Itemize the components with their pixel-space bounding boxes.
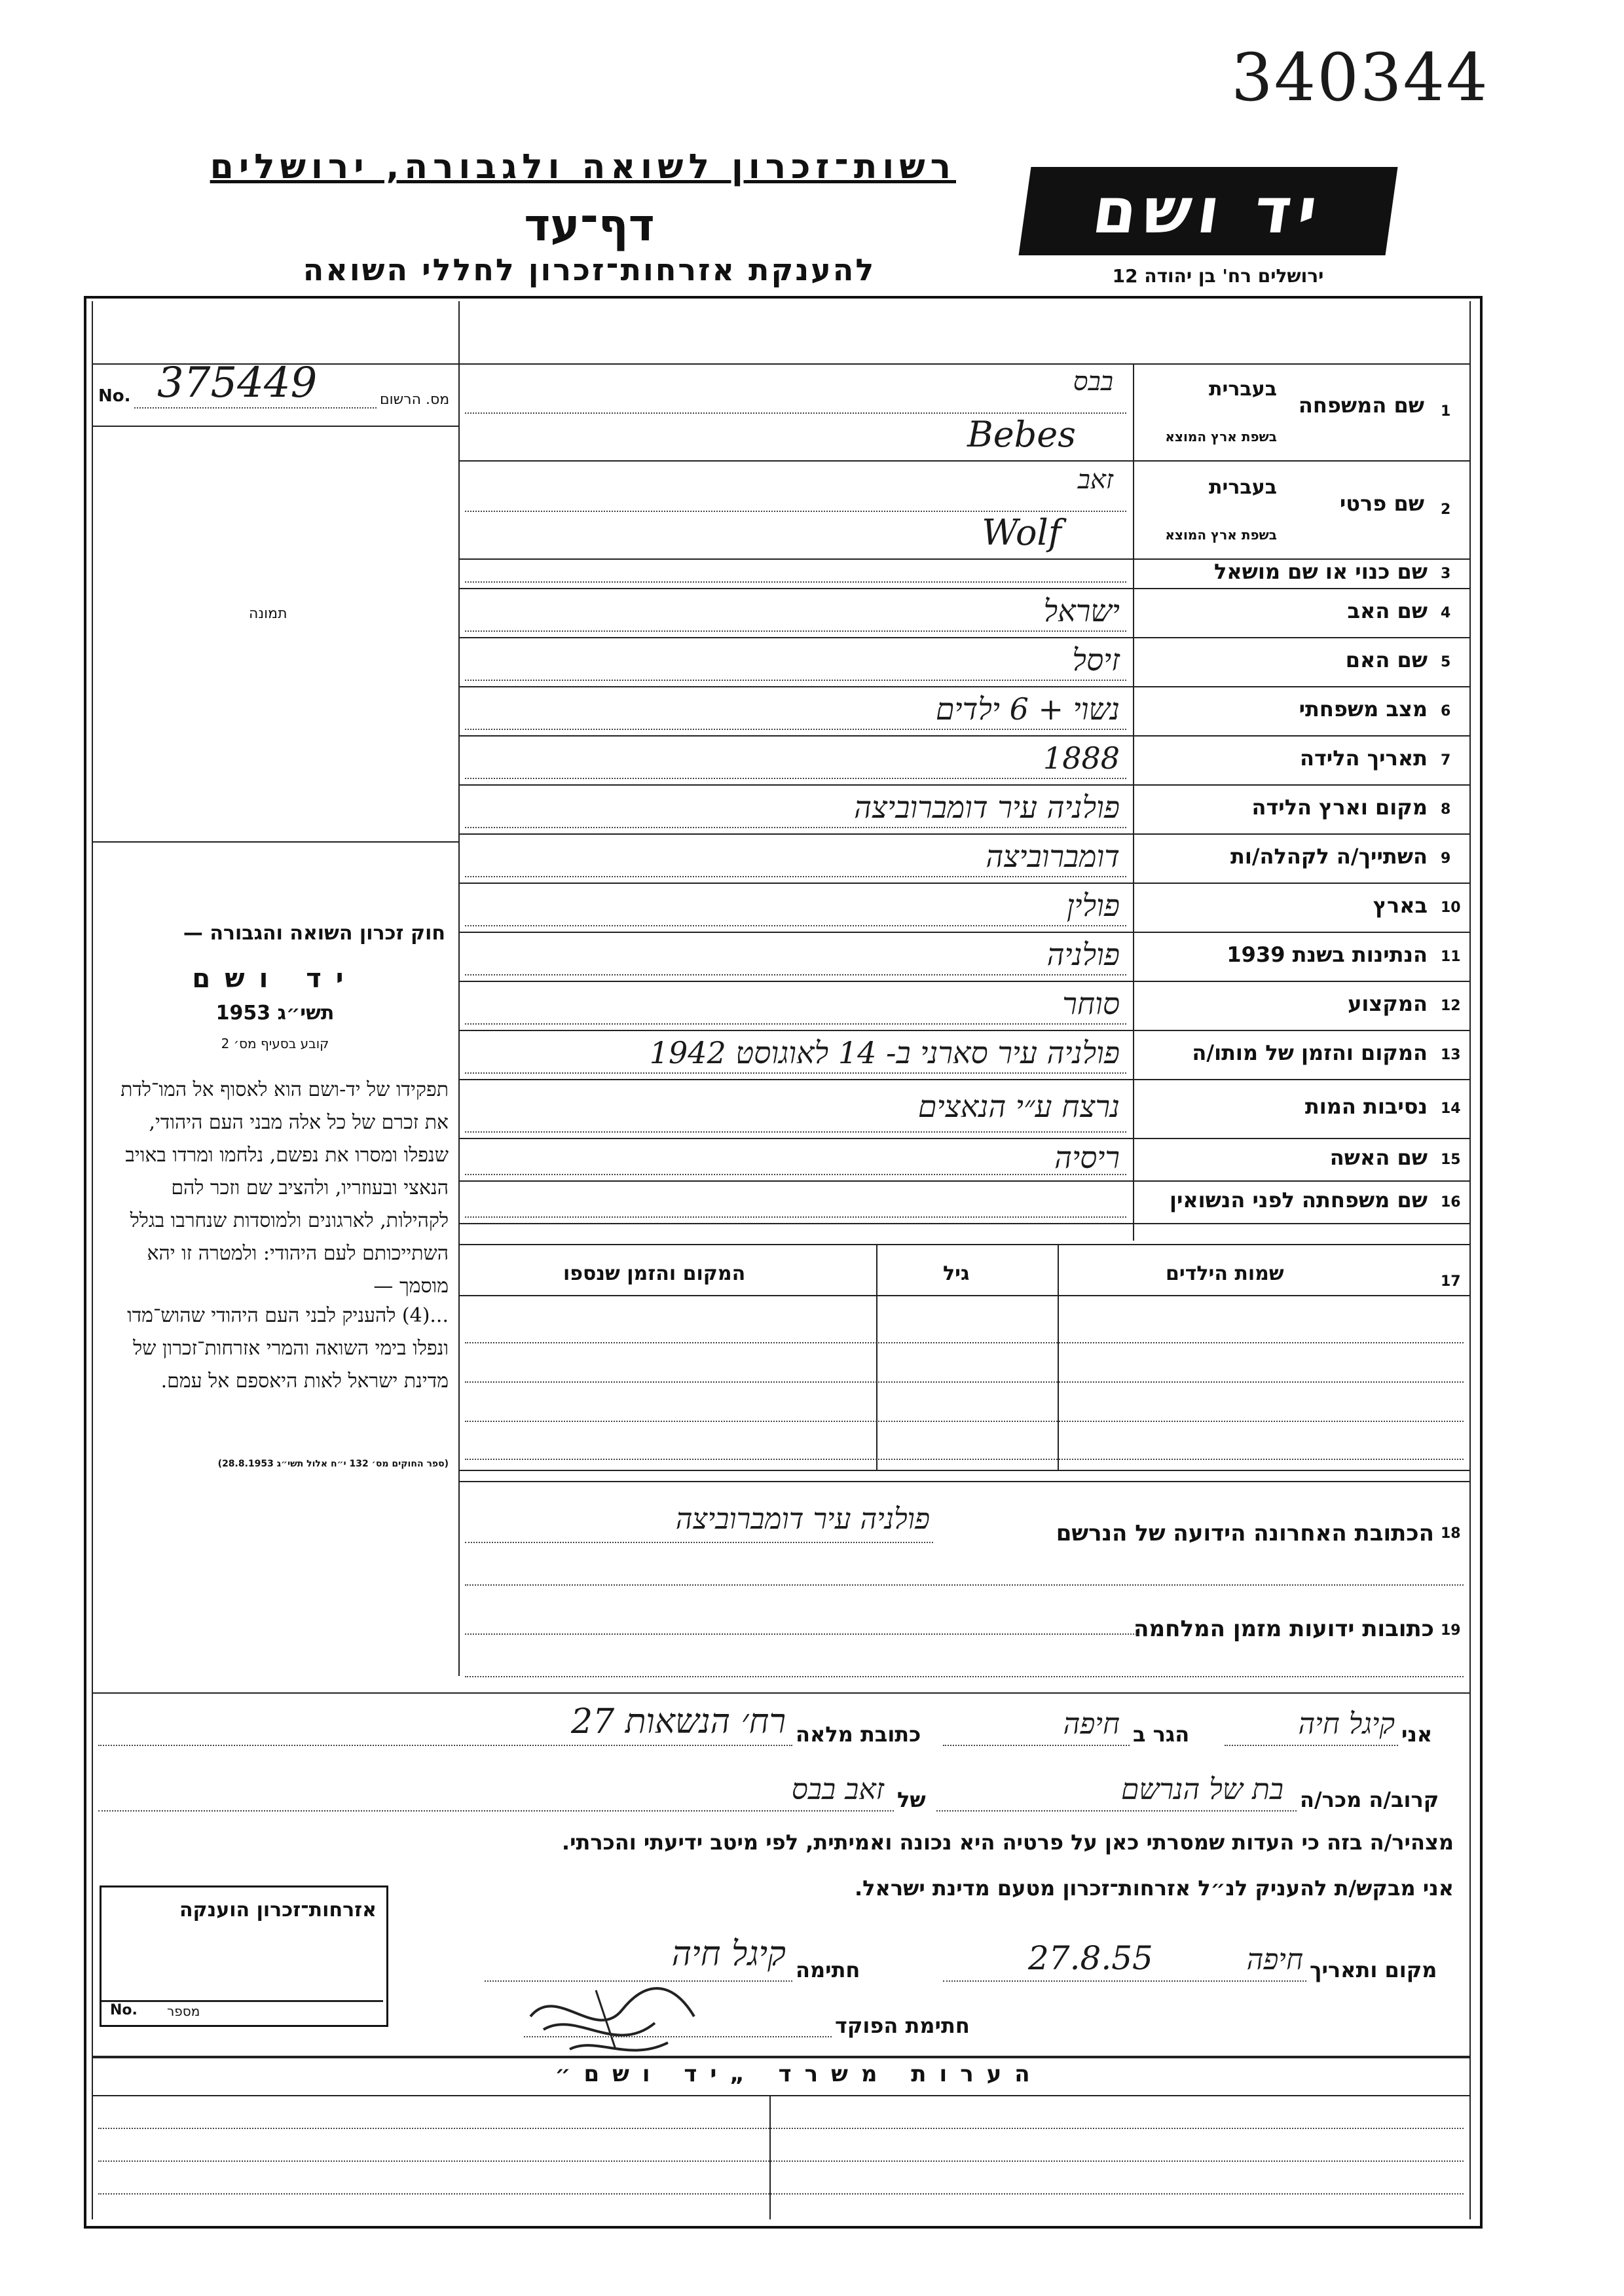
field-row-1 bbox=[458, 363, 1469, 462]
field-num: 15 bbox=[1441, 1151, 1461, 1168]
field-num: 5 bbox=[1441, 653, 1451, 670]
last-address-num: 18 bbox=[1441, 1525, 1461, 1542]
field-row-3 bbox=[458, 560, 1469, 589]
field-value-hebrew: בבס bbox=[1073, 367, 1113, 397]
field-value: נשוי + 6 ילדים bbox=[935, 691, 1120, 727]
decl-resides: הגר ב bbox=[1133, 1722, 1190, 1747]
logo-address: ירושלים רח' בן יהודה 12 bbox=[1112, 265, 1324, 287]
field-value-origin: Bebes bbox=[967, 414, 1076, 455]
decl-place-date: מקום ותאריך bbox=[1310, 1958, 1437, 1982]
field-value: סוחר bbox=[1062, 985, 1120, 1021]
field-num: 12 bbox=[1441, 997, 1461, 1014]
field-num: 16 bbox=[1441, 1194, 1461, 1211]
field-label: שם משפחתה לפני הנשואין bbox=[1169, 1187, 1428, 1212]
law-paragraph: תפקידו של יד-ושם הוא לאסוף אל המו־לדת את זכרם של כל אלה מבני העם היהודי, שנפלו ומסרו את נפשם, נלחמו ומרדו באויב הנאצי ובעוזריו, ולהציב שם וזכר להם לקהילות, לארגונים ולמוסדות שנחרבו בגלל השתייכותם לעם היהודי: ולמטרה זו יהא מוסמך — bbox=[120, 1078, 449, 1298]
field-value: פולניה עיר סארני ב- 14 לאוגוסט 1942 bbox=[649, 1034, 1120, 1070]
field-label: שם המשפחה bbox=[1298, 393, 1424, 418]
field-label: נסיבות המות bbox=[1304, 1094, 1428, 1119]
field-label: שם האשה bbox=[1329, 1144, 1428, 1170]
field-value: זיסל bbox=[1072, 642, 1120, 678]
field-row-4 bbox=[458, 589, 1469, 638]
field-value: ישראל bbox=[1043, 592, 1120, 629]
field-row-14 bbox=[458, 1080, 1469, 1139]
field-value: נרצח ע״י הנאצים bbox=[917, 1089, 1120, 1124]
place-date-date: 27.8.55 bbox=[1028, 1939, 1153, 1977]
field-num: 13 bbox=[1441, 1046, 1461, 1063]
field-label: המקום והזמן של מותו/ה bbox=[1192, 1040, 1428, 1065]
field-row-8 bbox=[458, 786, 1469, 835]
logo-text: יד ושם bbox=[1088, 174, 1329, 247]
field-label: הנתינות בשנת 1939 bbox=[1227, 941, 1428, 967]
field-row-15 bbox=[458, 1139, 1469, 1182]
stamp-number: 340344 bbox=[1231, 39, 1489, 116]
law-name: יד ושם bbox=[192, 964, 358, 994]
photo-label: תמונה bbox=[249, 606, 287, 622]
declarant-street: רח׳ הנשאות 27 bbox=[571, 1702, 786, 1741]
notes-column-divider bbox=[769, 2095, 771, 2219]
field-row-12 bbox=[458, 982, 1469, 1031]
declarant-relation: בת של הנרשם bbox=[1120, 1773, 1283, 1806]
decl-full-address: כתובת מלאה bbox=[796, 1722, 921, 1747]
field-value-origin: Wolf bbox=[982, 512, 1061, 553]
field-row-9 bbox=[458, 835, 1469, 884]
org-line: רשות־זכרון לשואה ולגבורה, ירושלים bbox=[210, 147, 956, 187]
field-num: 7 bbox=[1441, 752, 1451, 769]
field-label: מצב משפחתי bbox=[1299, 696, 1428, 721]
field-value: ריסיה bbox=[1054, 1139, 1120, 1175]
field-sub-hebrew: בעברית bbox=[1209, 378, 1277, 401]
officer-signature-scribble bbox=[517, 1971, 707, 2062]
field-label: שם האם bbox=[1345, 647, 1428, 672]
last-address-value: פולניה עיר דומברוביצה bbox=[675, 1503, 930, 1536]
field-row-10 bbox=[458, 884, 1469, 933]
field-label: שם פרטי bbox=[1339, 491, 1424, 516]
law-paragraph-2: ...(4) להעניק לבני העם היהודי שהוש־מדו ונפלו בימי השואה והמרי אזרחות־זכרון של מדינת ישראל לאות היאספם אל עמם. bbox=[127, 1304, 449, 1393]
form-title: דף־עד bbox=[524, 200, 655, 251]
children-col-place: המקום והזמן שנספו bbox=[563, 1262, 746, 1285]
declarant-name: קיגל חיה bbox=[1298, 1707, 1395, 1741]
registration-number: 375449 bbox=[157, 359, 318, 407]
field-row-11 bbox=[458, 933, 1469, 982]
children-col-names: שמות הילדים bbox=[1166, 1262, 1284, 1285]
decl-statement: מצהיר/ה בזה כי העדות שמסרתי כאן על פרטיה היא נכונה ואמיתית, לפי מיטב ידיעתי והכרתי. bbox=[561, 1830, 1454, 1855]
registration-label: מס. הרשום bbox=[380, 392, 450, 408]
field-label: בארץ bbox=[1373, 892, 1428, 918]
field-num: 2 bbox=[1441, 501, 1451, 518]
field-label: מקום וארץ הלידה bbox=[1251, 794, 1428, 820]
field-label: השתייך/ה לקהלה/ות bbox=[1230, 843, 1428, 869]
wartime-num: 19 bbox=[1441, 1622, 1461, 1639]
field-row-5 bbox=[458, 638, 1469, 687]
notes-title: הערות משרד „יד ושם״ bbox=[555, 2061, 1043, 2087]
yad-vashem-logo bbox=[1019, 167, 1398, 255]
last-address-label: הכתובת האחרונה הידועה של הנרשם bbox=[1056, 1520, 1434, 1546]
decl-ani: אני bbox=[1401, 1722, 1433, 1747]
field-num: 14 bbox=[1441, 1101, 1461, 1117]
field-num: 8 bbox=[1441, 801, 1451, 818]
field-num: 4 bbox=[1441, 604, 1451, 621]
law-year: תשי״ג 1953 bbox=[215, 1002, 335, 1025]
field-value: 1888 bbox=[1043, 740, 1120, 776]
field-sub-origin: בשפת ארץ המוצא bbox=[1165, 429, 1277, 445]
decl-request: אני מבקש/ת להעניק לנ״ל אזרחות־זכרון מטעם מדינת ישראל. bbox=[855, 1876, 1454, 1901]
decl-signature-label: חתימה bbox=[796, 1958, 860, 1982]
law-clause: קובע בסעיף מס׳ 2 bbox=[221, 1036, 329, 1051]
declarant-city: חיפה bbox=[1063, 1707, 1120, 1741]
decl-relative: קרוב/ה מכר/ה bbox=[1300, 1787, 1439, 1812]
declarant-signature: קיגל חיה bbox=[671, 1935, 786, 1974]
field-label: המקצוע bbox=[1348, 991, 1428, 1016]
registration-label-en: No. bbox=[98, 386, 131, 406]
field-value: פולניה עיר דומברוביצה bbox=[854, 789, 1120, 825]
field-num: 3 bbox=[1441, 565, 1451, 582]
place-date-place: חיפה bbox=[1246, 1943, 1303, 1977]
field-row-16 bbox=[458, 1182, 1469, 1224]
field-num: 6 bbox=[1441, 702, 1451, 720]
form-subtitle: להענקת אזרחות־זכרון לחללי השואה bbox=[303, 252, 876, 287]
field-value: פולין bbox=[1066, 887, 1120, 923]
field-row-13 bbox=[458, 1031, 1469, 1080]
field-row-7 bbox=[458, 737, 1469, 786]
field-num: 10 bbox=[1441, 899, 1461, 916]
children-num: 17 bbox=[1441, 1273, 1461, 1290]
relative-of-name: זאב בבס bbox=[791, 1773, 884, 1806]
citizenship-number-label: מספר bbox=[167, 2003, 200, 2019]
decl-officer-label: חתימת הפוקד bbox=[835, 2013, 970, 2038]
law-title: חוק זכרון השואה והגבורה — bbox=[183, 922, 445, 945]
decl-of: של bbox=[897, 1787, 926, 1812]
citizenship-title: אזרחות־זכרון הוענקה bbox=[179, 1899, 377, 1922]
field-label: שם כנוי או שם מושאל bbox=[1213, 558, 1428, 584]
field-sub-origin: בשפת ארץ המוצא bbox=[1165, 527, 1277, 543]
law-citation: (ספר החוקים מס׳ 132 י״ח אלול תשי״ג 28.8.1953) bbox=[217, 1459, 449, 1469]
citizenship-number-en: No. bbox=[110, 2002, 138, 2018]
wartime-label: כתובות ידועות מזמן המלחמה bbox=[1134, 1616, 1434, 1642]
field-label: תאריך הלידה bbox=[1299, 745, 1428, 771]
field-value: פולניה bbox=[1046, 936, 1120, 972]
field-value-hebrew: זאב bbox=[1077, 465, 1113, 495]
field-label: שם האב bbox=[1347, 598, 1428, 623]
field-num: 9 bbox=[1441, 850, 1451, 867]
field-num: 11 bbox=[1441, 948, 1461, 965]
children-col-age: גיל bbox=[943, 1262, 970, 1285]
field-row-2 bbox=[458, 462, 1469, 560]
field-value: דומברוביצה bbox=[986, 838, 1120, 874]
field-num: 1 bbox=[1441, 403, 1451, 420]
field-sub-hebrew: בעברית bbox=[1209, 476, 1277, 499]
field-row-6 bbox=[458, 687, 1469, 737]
